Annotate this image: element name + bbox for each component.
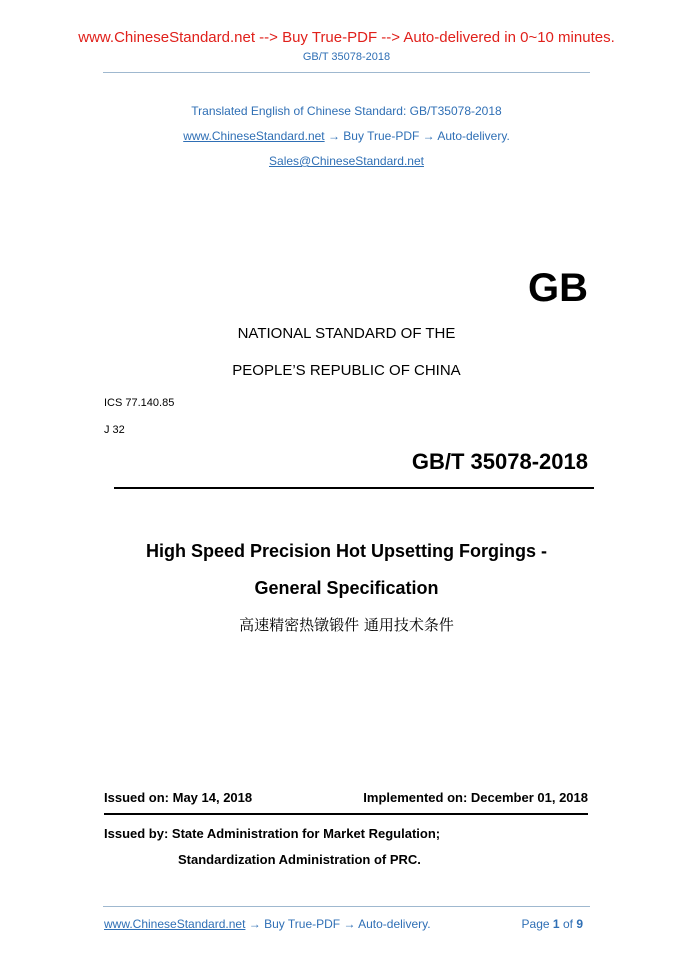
site-link[interactable]: www.ChineseStandard.net [183,129,325,143]
email-line [0,154,693,168]
issued-date: Issued on: May 14, 2018 [104,790,253,805]
page-label: Page [521,917,550,931]
translation-buy-line [0,129,693,143]
footer-buy-line [104,917,431,931]
footer-divider [103,906,590,907]
page-of: of [562,917,573,931]
national-standard-line1: NATIONAL STANDARD OF THE [237,325,456,342]
dates-divider [104,813,588,815]
header-banner: www.ChineseStandard.net --> Buy True-PDF --> Auto-delivered in 0~10 minutes. [78,29,615,46]
header-divider [103,72,590,73]
ics-code: ICS 77.140.85 [104,397,175,409]
issuer-line1: Issued by: State Administration for Market Regulation; [104,826,441,841]
footer-buy-text: → Buy True-PDF → Auto-delivery. [245,917,431,931]
footer-site-link[interactable]: www.ChineseStandard.net [104,917,246,931]
title-divider [114,487,594,489]
header-standard-code: GB/T 35078-2018 [302,51,391,63]
title-en-line2: General Specification [254,578,439,598]
title-zh: 高速精密热镦锻件 通用技术条件 [239,616,454,634]
gb-logo: GB [528,266,588,310]
ccs-code: J 32 [104,424,125,436]
page-current: 1 [552,917,560,931]
page-indicator [480,917,583,931]
standard-number: GB/T 35078-2018 [411,449,588,474]
email-link[interactable]: Sales@ChineseStandard.net [269,154,424,168]
translation-line: Translated English of Chinese Standard: GB/T35078-2018 [191,104,502,118]
page-total: 9 [576,917,583,931]
title-en-line1: High Speed Precision Hot Upsetting Forgings - [145,541,548,561]
implemented-date: Implemented on: December 01, 2018 [363,790,588,805]
national-standard-line2: PEOPLE’S REPUBLIC OF CHINA [232,362,461,379]
issuer-line2: Standardization Administration of PRC. [178,852,421,867]
buy-text: → Buy True-PDF → Auto-delivery. [324,129,510,143]
